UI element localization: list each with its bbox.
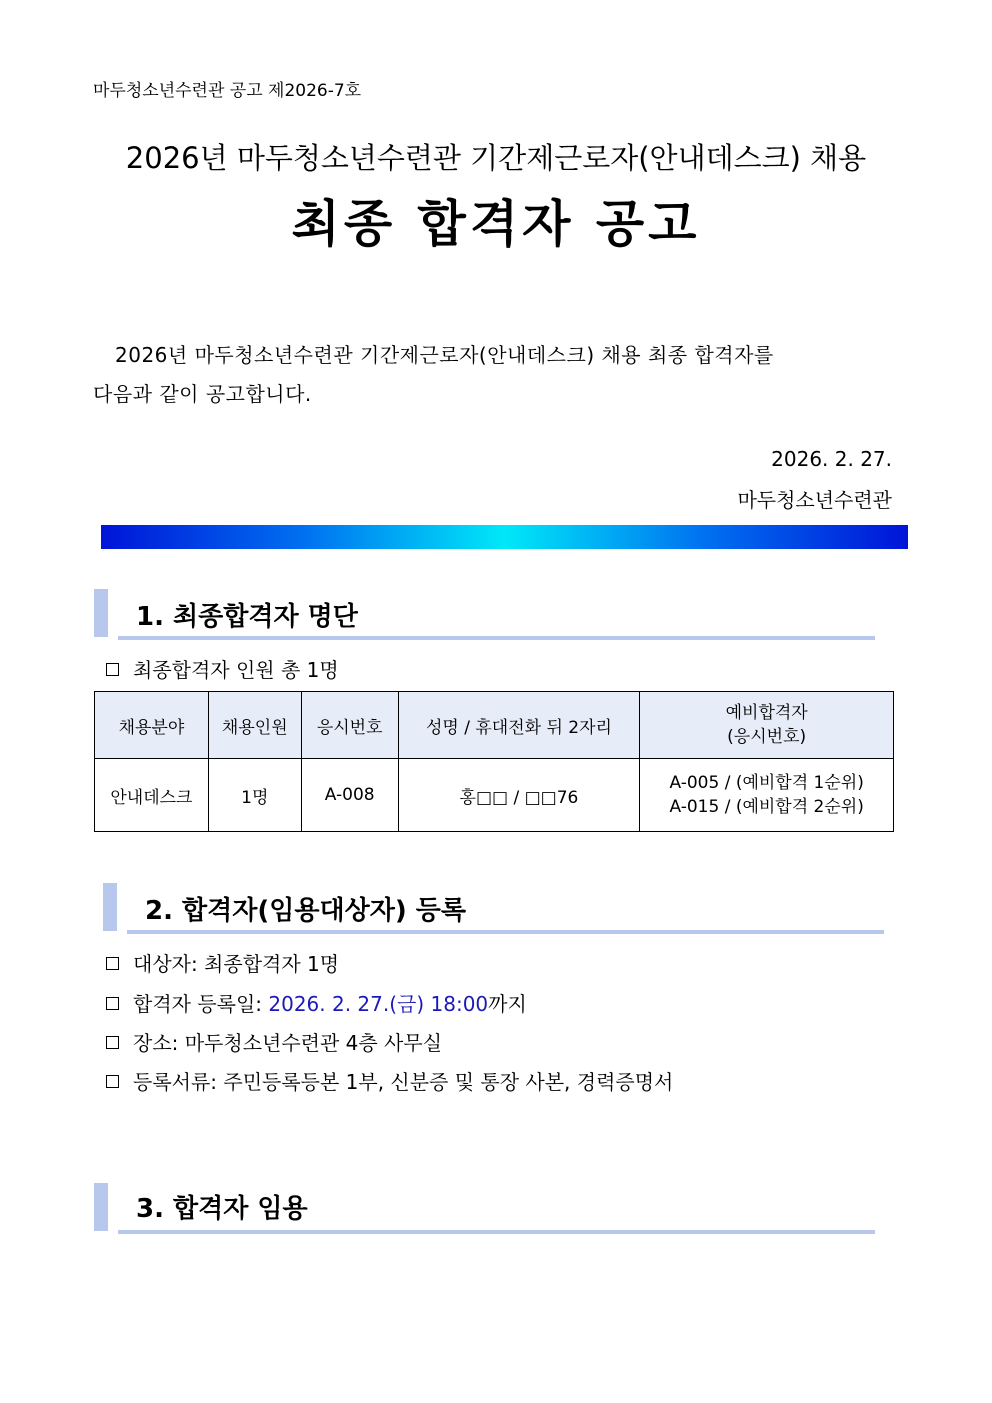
section-1-bullet bbox=[106, 654, 339, 683]
gradient-divider bbox=[101, 525, 908, 549]
list-item-text: 장소: 마두청소년수련관 4층 사무실 bbox=[133, 1031, 443, 1055]
list-item bbox=[106, 1027, 442, 1056]
organization-name: 마두청소년수련관 bbox=[737, 488, 892, 512]
notice-number: 마두청소년수련관 공고 제2026-7호 bbox=[93, 81, 362, 101]
list-item-suffix: 까지 bbox=[488, 992, 527, 1016]
header-count: 채용인원 bbox=[208, 692, 301, 759]
table-row bbox=[95, 759, 894, 832]
intro-line-1: 2026년 마두청소년수련관 기간제근로자(안내데스크) 채용 최종 합격자를 bbox=[115, 343, 774, 367]
section-1-underline bbox=[118, 636, 875, 640]
list-item bbox=[106, 1066, 673, 1095]
section-3-accent bbox=[94, 1183, 108, 1231]
reserve-2: A-015 / (예비합격 2순위) bbox=[669, 797, 864, 817]
section-3-underline bbox=[118, 1230, 875, 1234]
registration-datetime: 2026. 2. 27.(금) 18:00 bbox=[268, 992, 489, 1016]
cell-applicant-no: A-008 bbox=[301, 759, 398, 832]
header-field: 채용분야 bbox=[95, 692, 209, 759]
list-item-text: 등록서류: 주민등록등본 1부, 신분증 및 통장 사본, 경력증명서 bbox=[133, 1070, 674, 1094]
cell-reserve bbox=[640, 759, 894, 832]
section-1-bullet-text: 최종합격자 인원 총 1명 bbox=[133, 658, 339, 682]
document-subtitle: 최종 합격자 공고 bbox=[291, 195, 701, 253]
table-header-row bbox=[95, 692, 894, 759]
notice-date: 2026. 2. 27. bbox=[771, 447, 892, 471]
list-item-text: 합격자 등록일: bbox=[133, 992, 269, 1016]
checkbox-bullet-icon bbox=[106, 1036, 119, 1049]
checkbox-bullet-icon bbox=[106, 663, 119, 676]
section-1-accent bbox=[94, 589, 108, 637]
header-reserve-line2: (응시번호) bbox=[727, 727, 807, 747]
checkbox-bullet-icon bbox=[106, 997, 119, 1010]
section-2-heading: 2. 합격자(임용대상자) 등록 bbox=[145, 896, 466, 926]
header-reserve bbox=[640, 692, 894, 759]
cell-name-phone: 홍□□ / □□76 bbox=[398, 759, 640, 832]
finalist-table bbox=[94, 691, 894, 832]
section-2-underline bbox=[127, 930, 884, 934]
header-applicant-no: 응시번호 bbox=[301, 692, 398, 759]
intro-line-2: 다음과 같이 공고합니다. bbox=[93, 382, 312, 406]
list-item-text: 대상자: 최종합격자 1명 bbox=[133, 952, 340, 976]
list-item bbox=[106, 988, 527, 1017]
section-2-accent bbox=[103, 883, 117, 931]
list-item bbox=[106, 948, 339, 977]
reserve-1: A-005 / (예비합격 1순위) bbox=[669, 773, 864, 793]
intro-paragraph bbox=[93, 336, 883, 414]
header-name-phone: 성명 / 휴대전화 뒤 2자리 bbox=[398, 692, 640, 759]
cell-count: 1명 bbox=[208, 759, 301, 832]
document-title: 2026년 마두청소년수련관 기간제근로자(안내데스크) 채용 bbox=[125, 141, 867, 175]
checkbox-bullet-icon bbox=[106, 1075, 119, 1088]
header-reserve-line1: 예비합격자 bbox=[725, 703, 808, 723]
cell-field: 안내데스크 bbox=[95, 759, 209, 832]
section-3-heading: 3. 합격자 임용 bbox=[136, 1194, 308, 1224]
section-1-heading: 1. 최종합격자 명단 bbox=[136, 602, 358, 632]
checkbox-bullet-icon bbox=[106, 957, 119, 970]
